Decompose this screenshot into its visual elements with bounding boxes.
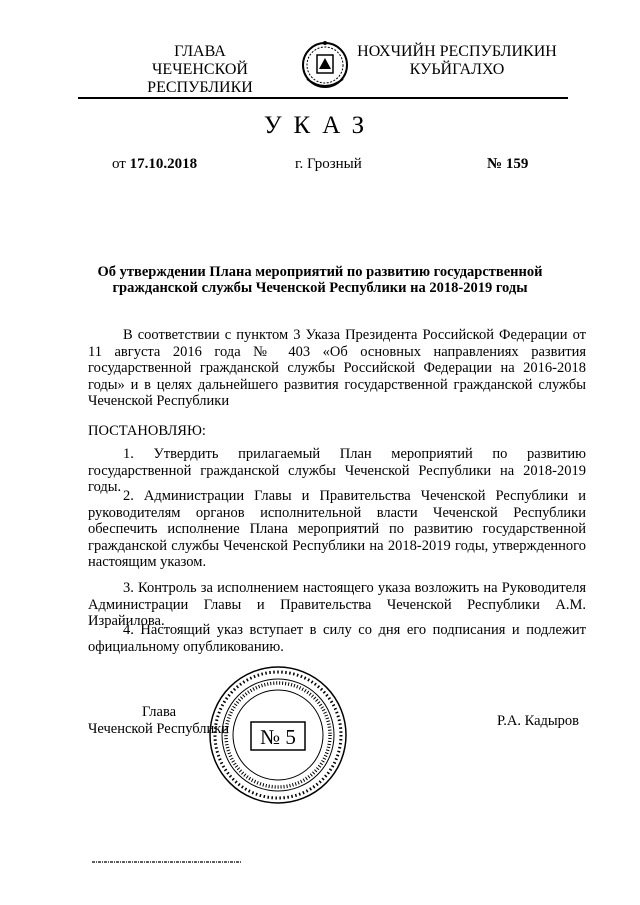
header-left [100,43,300,97]
decree-item-3: 3. Контроль за исполнением настоящего указа возложить на Руководителя Администрации Главы и Правительства Чеченской Республики А.М. Израйилова. [88,580,586,629]
signatory-role-line1: Глава [142,704,177,720]
header-right-line1: НОХЧИЙН РЕСПУБЛИКИН [357,43,557,60]
decree-item-2: 2. Администрации Главы и Правительства Чеченской Республики и руководителям органов исполнительной власти Чеченской Республики обеспечить исполнение Плана мероприятий по развитию государственной гражданской службы Чеченской Республики на 2018-2019 годы, утвержденного настоящим указом. [88,488,586,570]
coat-of-arms-emblem [301,39,349,93]
official-seal [207,664,349,806]
footer-file-path-mark [92,860,242,864]
header-left-line2: ЧЕЧЕНСКОЙ РЕСПУБЛИКИ [147,61,253,96]
intro-paragraph: В соответствии с пунктом 3 Указа Президента Российской Федерации от 11 августа 2016 года № 403 «Об основных направлениях развития государственной гражданской службы Российской Федерации на 2016-2018 годы» и в целях дальнейшего развития государственной гражданской службы Чеченской Республики [88,327,586,409]
document-title: УКАЗ [263,112,377,139]
header-right-line2: КУЬЙГАЛХО [409,61,505,78]
decree-subject: Об утверждении Плана мероприятий по развитию государственной гражданской службы Чеченской Республики на 2018-2019 годы [97,264,543,296]
signatory-role-line2: Чеченской Республики [88,720,230,737]
decree-city: г. Грозный [295,156,362,172]
decree-item-4: 4. Настоящий указ вступает в силу со дня его подписания и подлежит официальному опубликованию. [88,622,586,655]
decree-date [112,156,197,173]
header-left-line1: ГЛАВА [174,43,226,60]
seal-number: № 5 [260,725,296,749]
date-value: 17.10.2018 [129,156,198,172]
date-prefix: от [112,156,126,172]
header-right [352,43,562,79]
decree-word: ПОСТАНОВЛЯЮ: [88,423,206,439]
header-divider [78,97,568,99]
signatory-name: Р.А. Кадыров [497,713,579,729]
decree-item-1: 1. Утвердить прилагаемый План мероприятий по развитию государственной гражданской службы Чеченской Республики на 2018-2019 годы. [88,446,586,495]
decree-number: № 159 [487,156,529,172]
